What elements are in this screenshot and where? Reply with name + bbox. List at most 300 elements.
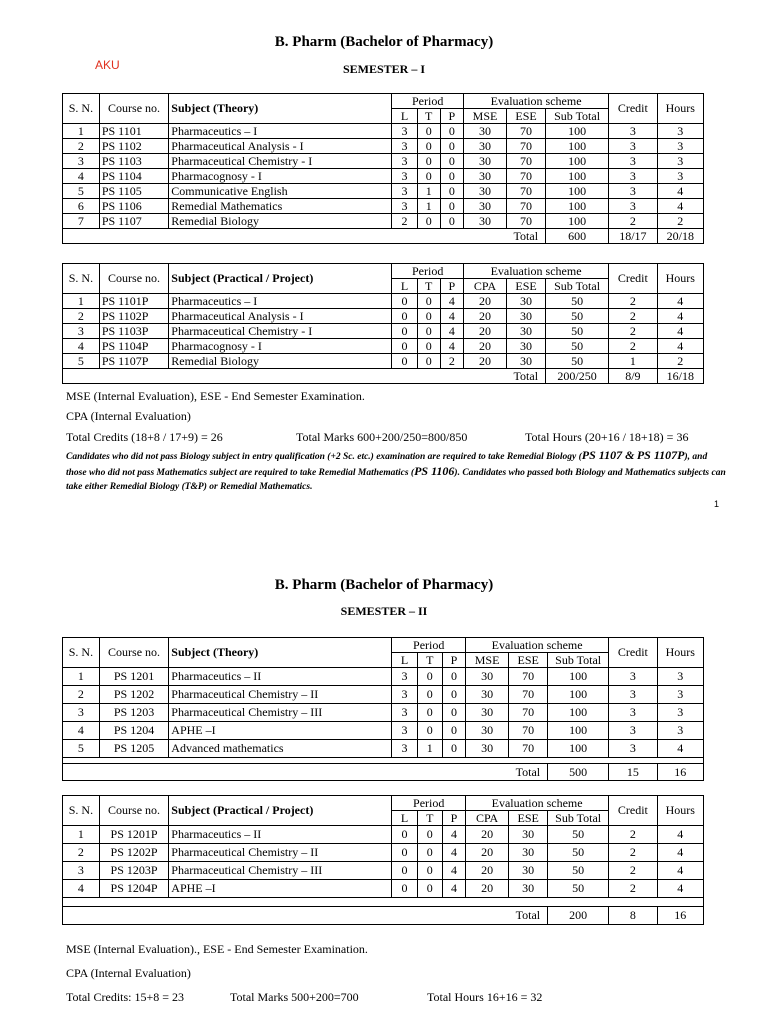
cell-course: PS 1203 — [99, 704, 168, 722]
cell-credit: 3 — [609, 199, 657, 214]
cell-p: 4 — [440, 339, 463, 354]
table-row — [63, 294, 704, 309]
table-row — [63, 880, 704, 898]
cell-l: 3 — [392, 154, 417, 169]
cell-subject: Pharmaceutical Chemistry - I — [169, 154, 392, 169]
cell-ese: 70 — [509, 704, 548, 722]
header-mse: MSE — [463, 109, 506, 124]
table-row — [63, 339, 704, 354]
cell-t: 1 — [417, 184, 440, 199]
header-credit: Credit — [609, 264, 657, 294]
cell-subject: Pharmaceutical Chemistry – II — [169, 686, 392, 704]
cell-course: PS 1201P — [99, 826, 168, 844]
table-row — [63, 324, 704, 339]
header-subtotal: Sub Total — [546, 109, 609, 124]
cell-subtotal: 100 — [548, 722, 609, 740]
cell-course: PS 1106 — [99, 199, 168, 214]
cell-sn: 6 — [63, 199, 100, 214]
cell-internal: 20 — [463, 339, 506, 354]
cell-course: PS 1101 — [99, 124, 168, 139]
cell-internal: 20 — [466, 844, 509, 862]
header-subject: Subject (Theory) — [169, 638, 392, 668]
page-title-2: B. Pharm (Bachelor of Pharmacy) — [274, 577, 494, 593]
cell-subtotal: 100 — [548, 704, 609, 722]
cell-t: 0 — [417, 139, 440, 154]
cell-ese: 30 — [507, 294, 546, 309]
cell-subject: Pharmaceutical Analysis - I — [169, 309, 392, 324]
cell-l: 0 — [392, 339, 417, 354]
cell-subtotal: 100 — [546, 199, 609, 214]
header-subtotal: Sub Total — [548, 811, 609, 826]
cell-subject: Remedial Biology — [169, 214, 392, 229]
header-credit: Credit — [609, 638, 657, 668]
header-eval: Evaluation scheme — [466, 638, 609, 653]
total-hours-summary-2: Total Hours 16+16 = 32 — [427, 990, 543, 1004]
cell-subtotal: 100 — [546, 214, 609, 229]
header-course: Course no. — [99, 638, 168, 668]
cell-l: 3 — [392, 686, 417, 704]
cell-ese: 70 — [509, 722, 548, 740]
total-credit: 8 — [609, 907, 657, 925]
header-subject: Subject (Theory) — [169, 94, 392, 124]
header-eval: Evaluation scheme — [466, 796, 609, 811]
cell-ese: 30 — [507, 339, 546, 354]
cell-sn: 4 — [63, 169, 100, 184]
cell-course: PS 1105 — [99, 184, 168, 199]
cell-ese: 30 — [509, 826, 548, 844]
cell-sn: 3 — [63, 154, 100, 169]
cell-ese: 70 — [507, 214, 546, 229]
cell-t: 0 — [417, 214, 440, 229]
cell-internal: 30 — [466, 740, 509, 758]
cell-subject: Pharmacognosy - I — [169, 169, 392, 184]
page-number: 1 — [714, 499, 720, 509]
cell-subtotal: 50 — [546, 339, 609, 354]
cell-subject: Advanced mathematics — [169, 740, 392, 758]
cell-subtotal: 100 — [546, 154, 609, 169]
cell-p: 0 — [442, 704, 465, 722]
cell-sn: 3 — [63, 862, 100, 880]
cell-ese: 70 — [507, 124, 546, 139]
cell-subject: Pharmaceutics – II — [169, 826, 392, 844]
table-row — [63, 124, 704, 139]
total-hours: 16 — [657, 764, 703, 781]
total-credit: 18/17 — [609, 229, 657, 244]
header-subject: Subject (Practical / Project) — [169, 796, 392, 826]
cell-ese: 70 — [507, 139, 546, 154]
cell-t: 0 — [417, 324, 440, 339]
cell-ese: 30 — [509, 844, 548, 862]
header-course: Course no. — [99, 796, 168, 826]
cell-ese: 70 — [507, 169, 546, 184]
cell-hours: 4 — [657, 339, 703, 354]
cell-subject: Pharmaceutical Chemistry – III — [169, 704, 392, 722]
cell-internal: 30 — [466, 704, 509, 722]
practical-table-sem1 — [62, 263, 704, 384]
cell-p: 4 — [442, 844, 465, 862]
header-ese: ESE — [509, 653, 548, 668]
cell-p: 2 — [440, 354, 463, 369]
theory-table-sem2 — [62, 637, 704, 781]
cell-internal: 30 — [463, 214, 506, 229]
table-row — [63, 169, 704, 184]
cell-subtotal: 50 — [548, 844, 609, 862]
cell-internal: 30 — [463, 184, 506, 199]
cell-credit: 3 — [609, 169, 657, 184]
header-p: P — [440, 109, 463, 124]
cell-internal: 30 — [466, 686, 509, 704]
cell-subject: APHE –I — [169, 722, 392, 740]
cell-credit: 3 — [609, 184, 657, 199]
cell-course: PS 1104P — [99, 339, 168, 354]
table-row — [63, 704, 704, 722]
cell-l: 0 — [392, 844, 417, 862]
cell-sn: 2 — [63, 844, 100, 862]
table-row — [63, 354, 704, 369]
total-marks: 200 — [548, 907, 609, 925]
cell-l: 0 — [392, 354, 417, 369]
cell-ese: 30 — [509, 880, 548, 898]
header-period: Period — [392, 94, 464, 109]
cell-hours: 3 — [657, 668, 703, 686]
cell-subject: Remedial Biology — [169, 354, 392, 369]
cell-ese: 30 — [509, 862, 548, 880]
cell-p: 0 — [440, 214, 463, 229]
cell-credit: 2 — [609, 826, 657, 844]
cell-ese: 30 — [507, 309, 546, 324]
total-marks-summary-2: Total Marks 500+200=700 — [230, 990, 359, 1004]
cell-p: 4 — [442, 862, 465, 880]
cell-subtotal: 100 — [548, 686, 609, 704]
cell-t: 0 — [417, 844, 442, 862]
total-label: Total — [507, 229, 546, 244]
cell-course: PS 1102 — [99, 139, 168, 154]
cell-hours: 4 — [657, 740, 703, 758]
cell-subtotal: 50 — [548, 880, 609, 898]
cell-credit: 2 — [609, 309, 657, 324]
cell-ese: 30 — [507, 324, 546, 339]
cell-p: 0 — [440, 169, 463, 184]
cell-hours: 4 — [657, 199, 703, 214]
cell-l: 0 — [392, 294, 417, 309]
cell-subject: Pharmacognosy - I — [169, 339, 392, 354]
header-subject: Subject (Practical / Project) — [169, 264, 392, 294]
cell-sn: 2 — [63, 309, 100, 324]
cell-course: PS 1103 — [99, 154, 168, 169]
header-sn: S. N. — [63, 796, 100, 826]
cell-l: 0 — [392, 862, 417, 880]
cell-t: 0 — [417, 862, 442, 880]
total-label: Total — [509, 764, 548, 781]
cell-credit: 3 — [609, 722, 657, 740]
header-subtotal: Sub Total — [546, 279, 609, 294]
page-title: B. Pharm (Bachelor of Pharmacy) — [274, 34, 494, 50]
cell-subject: Pharmaceutics – II — [169, 668, 392, 686]
cell-sn: 1 — [63, 124, 100, 139]
cell-l: 0 — [392, 880, 417, 898]
cell-subject: Remedial Mathematics — [169, 199, 392, 214]
cell-sn: 4 — [63, 339, 100, 354]
total-label: Total — [507, 369, 546, 384]
cell-l: 0 — [392, 324, 417, 339]
cell-t: 0 — [417, 722, 442, 740]
header-course: Course no. — [99, 94, 168, 124]
cell-internal: 30 — [463, 169, 506, 184]
cell-t: 0 — [417, 124, 440, 139]
total-marks-summary: Total Marks 600+200/250=800/850 — [296, 430, 468, 444]
header-t: T — [417, 811, 442, 826]
abbrev-note-2: MSE (Internal Evaluation)., ESE - End Semester Examination. — [66, 942, 368, 956]
cell-hours: 4 — [657, 826, 703, 844]
cell-l: 3 — [392, 722, 417, 740]
cell-subtotal: 50 — [546, 324, 609, 339]
total-hours: 16 — [657, 907, 703, 925]
cell-credit: 2 — [609, 294, 657, 309]
header-eval: Evaluation scheme — [463, 94, 608, 109]
cell-sn: 1 — [63, 826, 100, 844]
cell-ese: 70 — [507, 199, 546, 214]
cell-p: 4 — [440, 309, 463, 324]
cell-course: PS 1201 — [99, 668, 168, 686]
cell-hours: 3 — [657, 139, 703, 154]
table-row — [63, 309, 704, 324]
cell-credit: 2 — [609, 862, 657, 880]
cell-course: PS 1104 — [99, 169, 168, 184]
cell-credit: 2 — [609, 844, 657, 862]
cell-t: 0 — [417, 354, 440, 369]
cell-sn: 1 — [63, 294, 100, 309]
cell-internal: 30 — [463, 154, 506, 169]
header-l: L — [392, 653, 417, 668]
header-hours: Hours — [657, 94, 703, 124]
cell-sn: 3 — [63, 324, 100, 339]
cell-l: 3 — [392, 199, 417, 214]
header-p: P — [442, 653, 465, 668]
cell-subtotal: 50 — [548, 862, 609, 880]
cell-subject: Pharmaceutical Chemistry – II — [169, 844, 392, 862]
header-ese: ESE — [509, 811, 548, 826]
cell-course: PS 1107P — [99, 354, 168, 369]
cell-p: 4 — [440, 324, 463, 339]
cell-hours: 4 — [657, 324, 703, 339]
cell-hours: 4 — [657, 184, 703, 199]
cell-subject: Communicative English — [169, 184, 392, 199]
header-sn: S. N. — [63, 94, 100, 124]
cell-hours: 4 — [657, 844, 703, 862]
cell-l: 3 — [392, 184, 417, 199]
cell-internal: 30 — [466, 668, 509, 686]
cell-internal: 30 — [463, 199, 506, 214]
table-row — [63, 139, 704, 154]
cell-internal: 30 — [466, 722, 509, 740]
total-credits: Total Credits (18+8 / 17+9) = 26 — [66, 430, 223, 444]
table-row — [63, 740, 704, 758]
table-row — [63, 826, 704, 844]
cell-subtotal: 100 — [548, 740, 609, 758]
total-credits-2: Total Credits: 15+8 = 23 — [66, 990, 185, 1004]
header-mse: MSE — [466, 653, 509, 668]
total-hours: 16/18 — [657, 369, 703, 384]
cell-subtotal: 50 — [546, 354, 609, 369]
header-credit: Credit — [609, 94, 657, 124]
cell-ese: 70 — [509, 740, 548, 758]
header-sn: S. N. — [63, 264, 100, 294]
cell-subject: APHE –I — [169, 880, 392, 898]
aku-stamp: AKU — [95, 58, 120, 72]
table-row — [63, 844, 704, 862]
table-row — [63, 199, 704, 214]
header-period: Period — [392, 796, 466, 811]
cell-ese: 70 — [509, 686, 548, 704]
table-row — [63, 686, 704, 704]
cell-p: 0 — [440, 124, 463, 139]
cell-l: 2 — [392, 214, 417, 229]
header-cpa: CPA — [463, 279, 506, 294]
cell-sn: 3 — [63, 704, 100, 722]
cell-hours: 3 — [657, 704, 703, 722]
cell-course: PS 1205 — [99, 740, 168, 758]
cell-internal: 20 — [466, 862, 509, 880]
header-t: T — [417, 279, 440, 294]
cell-course: PS 1202P — [99, 844, 168, 862]
cell-hours: 4 — [657, 294, 703, 309]
cell-hours: 4 — [657, 862, 703, 880]
cell-l: 0 — [392, 309, 417, 324]
cell-l: 3 — [392, 169, 417, 184]
header-eval: Evaluation scheme — [463, 264, 608, 279]
table-row — [63, 862, 704, 880]
cell-p: 0 — [440, 184, 463, 199]
cell-p: 4 — [442, 880, 465, 898]
cell-t: 0 — [417, 668, 442, 686]
header-p: P — [442, 811, 465, 826]
header-p: P — [440, 279, 463, 294]
header-l: L — [392, 811, 417, 826]
cell-course: PS 1202 — [99, 686, 168, 704]
cell-l: 3 — [392, 704, 417, 722]
cell-t: 0 — [417, 704, 442, 722]
cell-t: 0 — [417, 686, 442, 704]
cell-t: 1 — [417, 199, 440, 214]
cell-ese: 70 — [509, 668, 548, 686]
header-ese: ESE — [507, 279, 546, 294]
total-marks: 600 — [546, 229, 609, 244]
abbrev-note: MSE (Internal Evaluation), ESE - End Semester Examination. — [66, 389, 365, 403]
cell-subtotal: 100 — [548, 668, 609, 686]
header-hours: Hours — [657, 796, 703, 826]
total-label: Total — [509, 907, 548, 925]
cell-credit: 3 — [609, 154, 657, 169]
cell-l: 3 — [392, 668, 417, 686]
cell-subject: Pharmaceutics – I — [169, 124, 392, 139]
cell-credit: 3 — [609, 668, 657, 686]
cell-subject: Pharmaceutical Analysis - I — [169, 139, 392, 154]
total-marks: 200/250 — [546, 369, 609, 384]
cell-sn: 2 — [63, 686, 100, 704]
cell-hours: 2 — [657, 354, 703, 369]
cell-internal: 20 — [463, 294, 506, 309]
cell-subject: Pharmaceutical Chemistry - I — [169, 324, 392, 339]
cell-hours: 4 — [657, 880, 703, 898]
cell-subtotal: 50 — [548, 826, 609, 844]
cell-t: 0 — [417, 154, 440, 169]
header-t: T — [417, 109, 440, 124]
header-sn: S. N. — [63, 638, 100, 668]
table-row — [63, 722, 704, 740]
cell-p: 0 — [442, 722, 465, 740]
cell-ese: 70 — [507, 184, 546, 199]
cell-hours: 3 — [657, 154, 703, 169]
cell-p: 0 — [442, 668, 465, 686]
cell-subtotal: 50 — [546, 294, 609, 309]
cell-credit: 3 — [609, 124, 657, 139]
cell-internal: 20 — [463, 324, 506, 339]
cell-internal: 20 — [463, 309, 506, 324]
header-credit: Credit — [609, 796, 657, 826]
cell-l: 3 — [392, 139, 417, 154]
table-row — [63, 214, 704, 229]
theory-table-sem1 — [62, 93, 704, 244]
cell-internal: 20 — [463, 354, 506, 369]
total-credit: 15 — [609, 764, 657, 781]
semester-heading-2: SEMESTER – II — [340, 604, 428, 618]
cell-course: PS 1102P — [99, 309, 168, 324]
cell-hours: 3 — [657, 169, 703, 184]
cell-sn: 5 — [63, 184, 100, 199]
header-hours: Hours — [657, 264, 703, 294]
cell-sn: 4 — [63, 880, 100, 898]
cell-credit: 2 — [609, 339, 657, 354]
cell-credit: 1 — [609, 354, 657, 369]
header-l: L — [392, 109, 417, 124]
cell-sn: 4 — [63, 722, 100, 740]
cell-course: PS 1107 — [99, 214, 168, 229]
cell-t: 0 — [417, 309, 440, 324]
cell-ese: 70 — [507, 154, 546, 169]
cell-sn: 7 — [63, 214, 100, 229]
remedial-note: Candidates who did not pass Biology subject in entry qualification (+2 Sc. etc.) examination are required to take Remedial Biology (PS 1107 & PS 1107P), and those who did not pass Mathematics subject are required to take Remedial Mathematics (PS 1106). Candidates who passed both Biology and Mathematics subjects can take either Remedial Biology (T&P) or Remedial Mathematics. — [66, 448, 726, 492]
header-t: T — [417, 653, 442, 668]
cell-course: PS 1103P — [99, 324, 168, 339]
table-row — [63, 154, 704, 169]
cell-l: 3 — [392, 740, 417, 758]
cell-p: 0 — [442, 740, 465, 758]
cell-hours: 3 — [657, 124, 703, 139]
cell-subtotal: 100 — [546, 184, 609, 199]
cell-p: 0 — [440, 139, 463, 154]
cell-credit: 3 — [609, 139, 657, 154]
cell-credit: 2 — [609, 880, 657, 898]
cell-internal: 20 — [466, 880, 509, 898]
cell-course: PS 1204 — [99, 722, 168, 740]
table-row — [63, 668, 704, 686]
cell-internal: 20 — [466, 826, 509, 844]
cell-p: 0 — [440, 154, 463, 169]
cell-credit: 3 — [609, 686, 657, 704]
total-hours: 20/18 — [657, 229, 703, 244]
cell-p: 0 — [440, 199, 463, 214]
header-course: Course no. — [99, 264, 168, 294]
cell-p: 4 — [442, 826, 465, 844]
cell-subject: Pharmaceutical Chemistry – III — [169, 862, 392, 880]
header-cpa: CPA — [466, 811, 509, 826]
table-row — [63, 184, 704, 199]
header-l: L — [392, 279, 417, 294]
cell-ese: 30 — [507, 354, 546, 369]
cpa-note: CPA (Internal Evaluation) — [66, 409, 191, 423]
cell-t: 0 — [417, 880, 442, 898]
cell-credit: 2 — [609, 324, 657, 339]
